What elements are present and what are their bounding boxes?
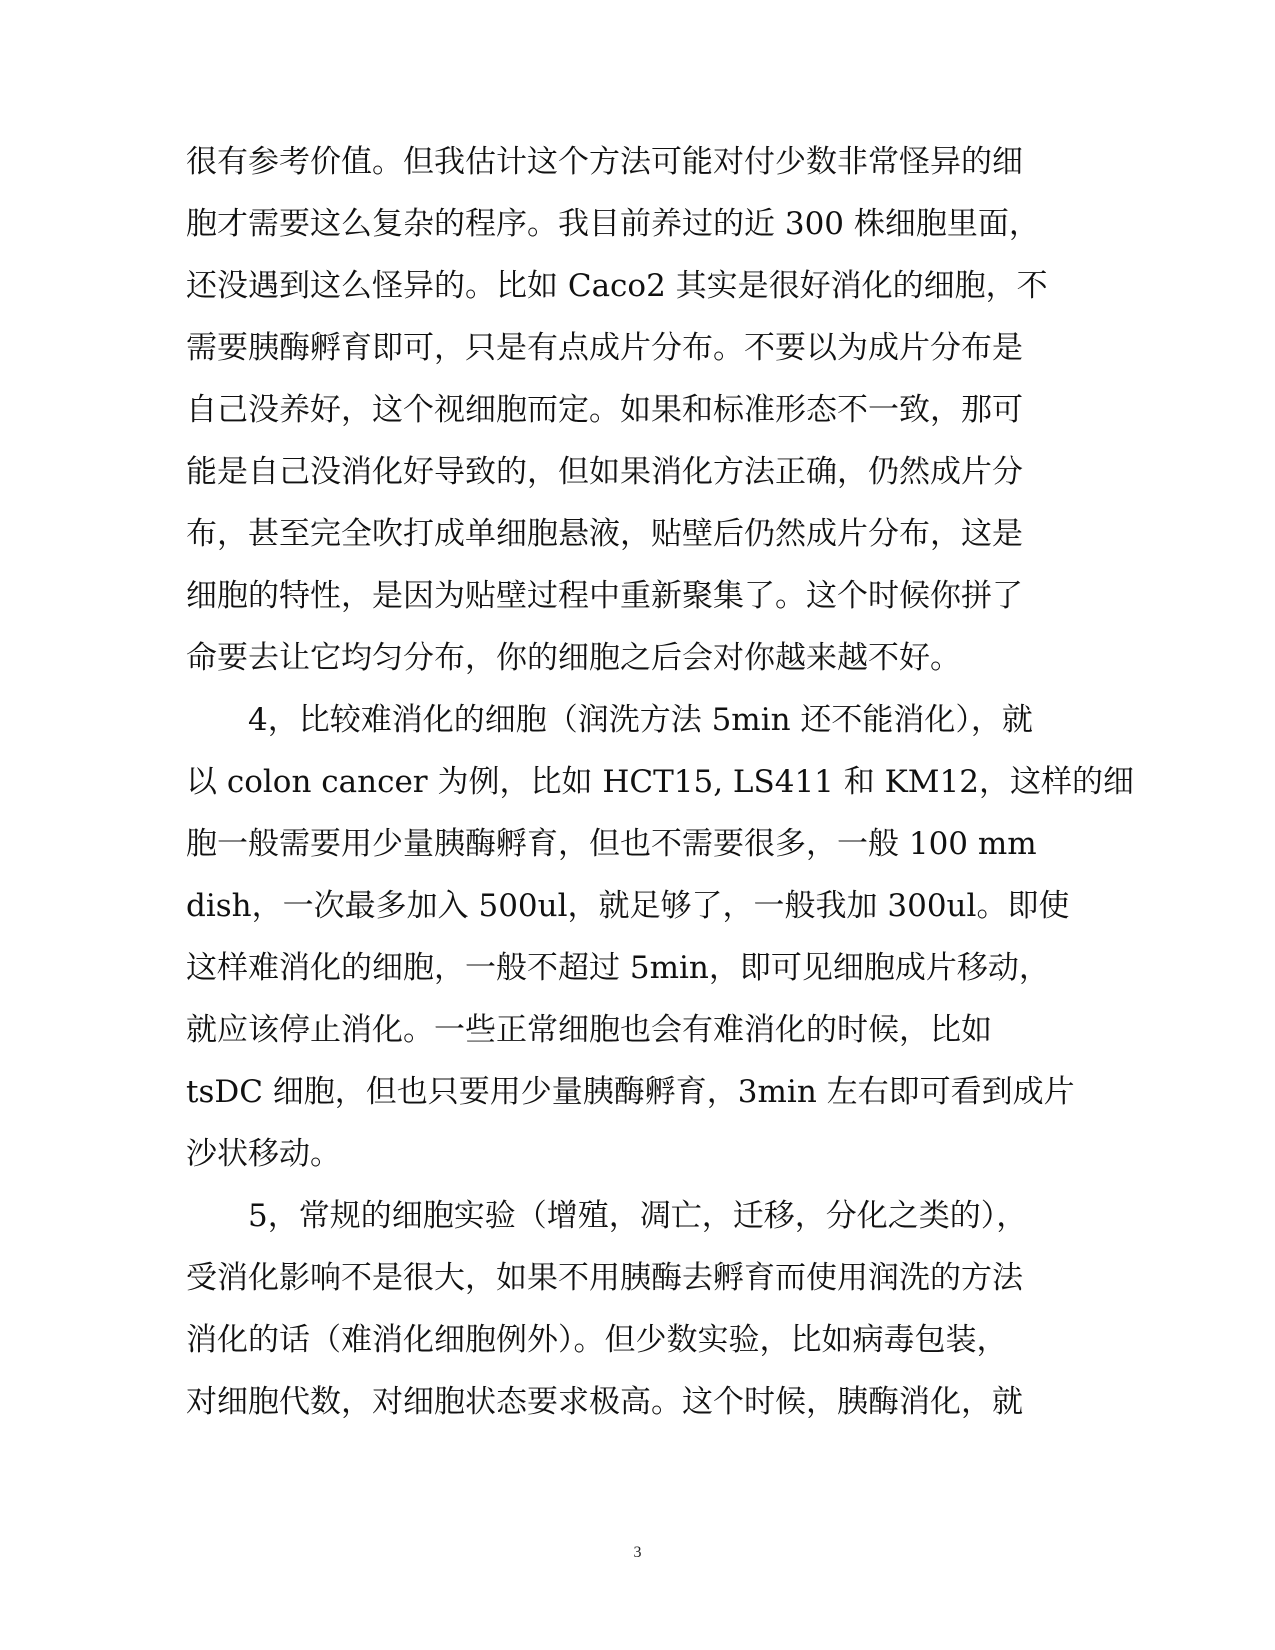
page-number: 3 [633, 1544, 642, 1561]
text-line: 布，甚至完全吹打成单细胞悬液，贴壁后仍然成片分布，这是 [186, 516, 1023, 552]
text-line: 需要胰酶孵育即可，只是有点成片分布。不要以为成片分布是 [186, 330, 1023, 366]
text-line: 消化的话（难消化细胞例外）。但少数实验，比如病毒包装， [186, 1322, 1008, 1358]
text-line: 以 colon cancer 为例，比如 HCT15, LS411 和 KM12，这样的细 [186, 764, 1134, 800]
text-line: 细胞的特性，是因为贴壁过程中重新聚集了。这个时候你拼了 [186, 578, 1023, 614]
text-line: 就应该停止消化。一些正常细胞也会有难消化的时候，比如 [186, 1012, 992, 1048]
text-line: 自己没养好，这个视细胞而定。如果和标准形态不一致，那可 [186, 392, 1023, 428]
text-line: 5，常规的细胞实验（增殖，凋亡，迁移，分化之类的）， [186, 1198, 1028, 1234]
text-line: 还没遇到这么怪异的。比如 Caco2 其实是很好消化的细胞，不 [186, 268, 1048, 304]
text-line: 命要去让它均匀分布，你的细胞之后会对你越来越不好。 [186, 640, 961, 676]
text-line: 很有参考价值。但我估计这个方法可能对付少数非常怪异的细 [186, 144, 1023, 180]
text-line: 受消化影响不是很大，如果不用胰酶去孵育而使用润洗的方法 [186, 1260, 1023, 1296]
text-line: dish，一次最多加入 500ul，就足够了，一般我加 300ul。即使 [186, 888, 1070, 924]
text-line: 4，比较难消化的细胞（润洗方法 5min 还不能消化），就 [186, 702, 1033, 738]
text-line: 胞一般需要用少量胰酶孵育，但也不需要很多，一般 100 mm [186, 826, 1037, 862]
text-line: 沙状移动。 [186, 1136, 341, 1172]
text-line: 这样难消化的细胞，一般不超过 5min，即可见细胞成片移动， [186, 950, 1050, 986]
text-line: tsDC 细胞，但也只要用少量胰酶孵育，3min 左右即可看到成片 [186, 1074, 1075, 1110]
text-line: 对细胞代数，对细胞状态要求极高。这个时候，胰酶消化，就 [186, 1384, 1023, 1420]
text-line: 能是自己没消化好导致的，但如果消化方法正确，仍然成片分 [186, 454, 1023, 490]
text-line: 胞才需要这么复杂的程序。我目前养过的近 300 株细胞里面， [186, 206, 1040, 242]
